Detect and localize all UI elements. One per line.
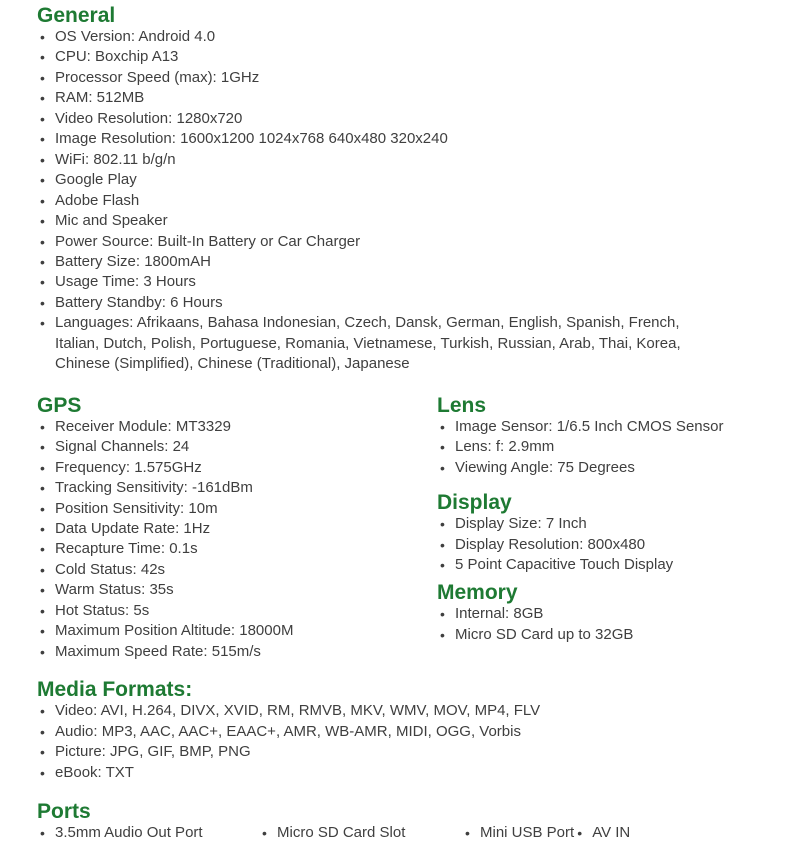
spec-item (37, 519, 437, 539)
spec-item (462, 823, 574, 843)
column-right (437, 395, 780, 662)
bullet-icon (37, 458, 55, 478)
spec-item (437, 625, 780, 645)
spec-item-text: Usage Time: 3 Hours (55, 273, 196, 291)
spec-item (437, 514, 780, 534)
spec-item (37, 47, 780, 67)
spec-item (37, 580, 437, 600)
spec-item (37, 27, 780, 47)
display-heading: Display (437, 491, 512, 515)
spec-item (37, 88, 780, 108)
bullet-icon (37, 293, 55, 313)
spec-item-text: Video Resolution: 1280x720 (55, 109, 243, 127)
section-general (37, 5, 780, 375)
spec-item-text: Power Source: Built-In Battery or Car Charger (55, 232, 361, 250)
spec-item-text: Warm Status: 35s (55, 581, 174, 599)
section-gps (37, 395, 437, 662)
general-heading: General (37, 4, 116, 27)
bullet-icon (37, 560, 55, 580)
spec-item-text: Italian, Dutch, Polish, Portuguese, Romania, Vietnamese, Turkish, Russian, Arab, Thai, Korea, (55, 334, 681, 352)
column-left (37, 395, 437, 662)
spec-item (37, 458, 437, 478)
bullet-icon (37, 252, 55, 272)
bullet-icon (37, 539, 55, 559)
bullet-icon (259, 823, 277, 843)
spec-item-text: Image Resolution: 1600x1200 1024x768 640x480 320x240 (55, 130, 448, 148)
spec-item (37, 437, 437, 457)
spec-item (37, 823, 259, 843)
media-formats-list (37, 701, 780, 783)
spec-item-text: Mini USB Port (480, 823, 575, 841)
spec-item (37, 560, 437, 580)
bullet-icon (437, 535, 455, 555)
spec-item-text: AV IN (592, 823, 631, 841)
spec-item (37, 334, 780, 354)
lens-list (437, 417, 780, 478)
bullet-icon (37, 211, 55, 231)
bullet-icon (37, 109, 55, 129)
spec-item (37, 478, 437, 498)
bullet-icon (37, 88, 55, 108)
spec-item (37, 170, 780, 190)
spec-item-text: RAM: 512MB (55, 89, 145, 107)
bullet-icon (37, 478, 55, 498)
bullet-icon (37, 642, 55, 662)
bullet-icon (37, 580, 55, 600)
section-lens (437, 395, 780, 478)
bullet-icon (37, 150, 55, 170)
bullet-icon (437, 514, 455, 534)
spec-item (437, 437, 780, 457)
spec-item (259, 823, 462, 843)
spec-item (37, 232, 780, 252)
ports-heading: Ports (37, 799, 91, 823)
bullet-icon (37, 129, 55, 149)
bullet-icon (37, 27, 55, 47)
spec-item (37, 109, 780, 129)
bullet-icon (37, 601, 55, 621)
spec-item (37, 252, 780, 272)
bullet-icon (37, 313, 55, 333)
memory-list (437, 604, 780, 645)
spec-item-text: Tracking Sensitivity: -161dBm (55, 479, 253, 497)
spec-item-text: Languages: Afrikaans, Bahasa Indonesian, Czech, Dansk, German, English, Spanish, French, (55, 314, 680, 332)
bullet-icon (437, 417, 455, 437)
spec-item (437, 604, 780, 624)
spec-item-text: Viewing Angle: 75 Degrees (455, 458, 635, 476)
spec-item-text: Audio: MP3, AAC, AAC+, EAAC+, AMR, WB-AMR, MIDI, OGG, Vorbis (55, 722, 521, 740)
bullet-icon (37, 742, 55, 762)
spec-item-text: Micro SD Card Slot (277, 823, 406, 841)
section-memory (437, 582, 780, 645)
general-list (37, 27, 780, 375)
bullet-icon (37, 499, 55, 519)
spec-item (37, 191, 780, 211)
section-ports (37, 801, 780, 843)
spec-item-text: Display Size: 7 Inch (455, 515, 587, 533)
spec-item-text: Video: AVI, H.264, DIVX, XVID, RM, RMVB, MKV, WMV, MOV, MP4, FLV (55, 702, 541, 720)
spec-item (37, 601, 437, 621)
spec-item-text: Cold Status: 42s (55, 560, 166, 578)
spec-item-text: WiFi: 802.11 b/g/n (55, 150, 176, 168)
spec-item-text: Chinese (Simplified), Chinese (Traditional), Japanese (55, 355, 410, 373)
spec-item (437, 555, 780, 575)
spec-item (37, 354, 780, 374)
bullet-icon (37, 47, 55, 67)
spec-item-text: Internal: 8GB (455, 605, 544, 623)
bullet-icon (37, 417, 55, 437)
spec-item-text: Lens: f: 2.9mm (455, 438, 555, 456)
spec-item-text: Receiver Module: MT3329 (55, 417, 231, 435)
spec-item-text: Maximum Speed Rate: 515m/s (55, 642, 261, 660)
bullet-icon (437, 604, 455, 624)
spec-item-text: Recapture Time: 0.1s (55, 540, 198, 558)
spec-item-text: 3.5mm Audio Out Port (55, 823, 203, 841)
spec-item-text: Display Resolution: 800x480 (455, 535, 646, 553)
spec-item-text: Processor Speed (max): 1GHz (55, 68, 260, 86)
spec-item-text: Position Sensitivity: 10m (55, 499, 218, 517)
spec-item (37, 272, 780, 292)
spec-item (437, 458, 780, 478)
bullet-icon (37, 823, 55, 843)
spec-item-text: eBook: TXT (55, 763, 134, 781)
memory-heading: Memory (437, 581, 518, 605)
section-media-formats (37, 679, 780, 783)
bullet-icon (437, 555, 455, 575)
spec-item (37, 742, 780, 762)
spec-item (37, 499, 437, 519)
ports-list (37, 823, 780, 843)
bullet-icon (37, 232, 55, 252)
bullet-icon (37, 621, 55, 641)
spec-item (37, 722, 780, 742)
spec-item (37, 211, 780, 231)
spec-item-text: Micro SD Card up to 32GB (455, 625, 634, 643)
spec-item-text: Adobe Flash (55, 191, 140, 209)
bullet-icon (37, 170, 55, 190)
spec-item (37, 539, 437, 559)
bullet-icon (37, 722, 55, 742)
spec-item (37, 68, 780, 88)
bullet-icon (437, 625, 455, 645)
gps-heading: GPS (37, 393, 82, 417)
bullet-icon (437, 437, 455, 457)
spec-item-text: Frequency: 1.575GHz (55, 458, 202, 476)
spec-item (37, 129, 780, 149)
spec-item-text: Signal Channels: 24 (55, 438, 190, 456)
bullet-icon (37, 68, 55, 88)
bullet-icon (37, 191, 55, 211)
spec-item (437, 417, 780, 437)
lens-heading: Lens (437, 393, 487, 417)
spec-item-text: 5 Point Capacitive Touch Display (455, 555, 674, 573)
spec-item-text: CPU: Boxchip A13 (55, 48, 179, 66)
media-formats-heading: Media Formats: (37, 678, 193, 702)
spec-item-text: Battery Standby: 6 Hours (55, 293, 223, 311)
spec-item (37, 150, 780, 170)
bullet-icon (37, 519, 55, 539)
spec-item-text: Image Sensor: 1/6.5 Inch CMOS Sensor (455, 417, 724, 435)
gps-list (37, 417, 437, 662)
section-display (437, 492, 780, 575)
spec-item-text: Picture: JPG, GIF, BMP, PNG (55, 743, 251, 761)
spec-item (437, 535, 780, 555)
bullet-icon (462, 823, 480, 843)
spec-item (37, 763, 780, 783)
bullet-icon (37, 701, 55, 721)
spec-item (574, 823, 630, 843)
spec-item (37, 642, 437, 662)
bullet-icon (574, 823, 592, 843)
spec-item-text: Hot Status: 5s (55, 601, 150, 619)
bullet-icon (37, 437, 55, 457)
two-column-row (37, 395, 780, 662)
bullet-icon (437, 458, 455, 478)
spec-item-text: Mic and Speaker (55, 212, 168, 230)
spec-item (37, 417, 437, 437)
spec-item-text: Google Play (55, 171, 137, 189)
spec-item (37, 293, 780, 313)
spec-item (37, 701, 780, 721)
spec-item-text: Battery Size: 1800mAH (55, 252, 211, 270)
bullet-icon (37, 763, 55, 783)
display-list (437, 514, 780, 575)
spec-item-text: OS Version: Android 4.0 (55, 28, 216, 45)
bullet-icon (37, 272, 55, 292)
spec-item (37, 313, 780, 333)
spec-item-text: Data Update Rate: 1Hz (55, 519, 211, 537)
spec-item (37, 621, 437, 641)
spec-item-text: Maximum Position Altitude: 18000M (55, 622, 294, 640)
